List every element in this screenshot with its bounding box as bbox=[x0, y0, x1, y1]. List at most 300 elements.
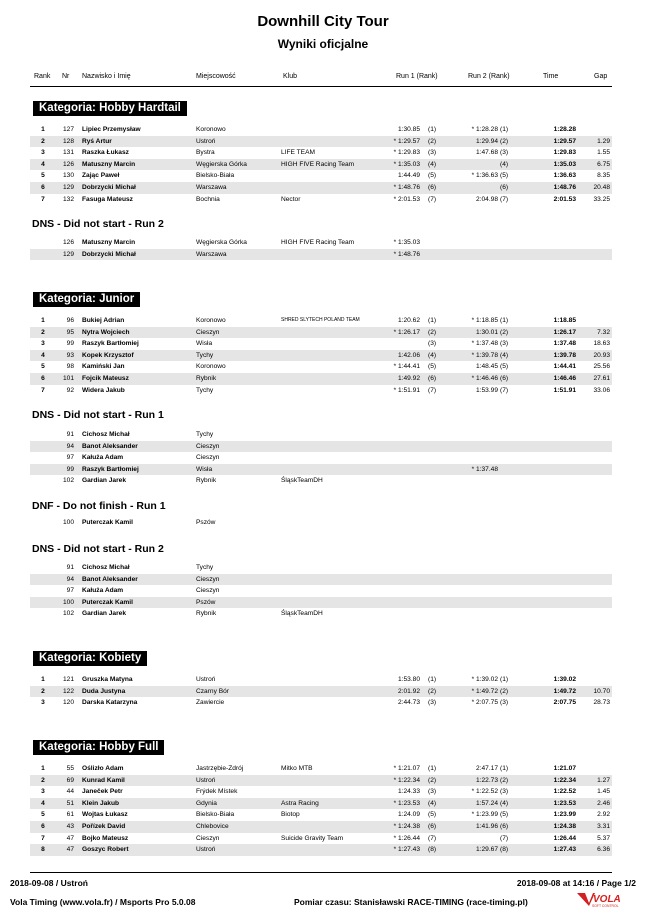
cell-run1: 1:30.85 bbox=[398, 126, 420, 133]
cell-run2-rank: (6) bbox=[500, 184, 509, 191]
cell-run1-rank: (3) bbox=[428, 699, 437, 707]
cell-gap: 3.31 bbox=[597, 823, 610, 830]
cell-rank: 1 bbox=[41, 676, 45, 683]
cell-nr: 129 bbox=[62, 184, 74, 191]
cell-rank: 5 bbox=[41, 172, 45, 180]
cell-run2: * 1:36.63 bbox=[471, 172, 498, 180]
cell-name: Pořízek David bbox=[82, 823, 126, 830]
cell-nr: 101 bbox=[62, 375, 74, 382]
cell-name: Kałuża Adam bbox=[82, 587, 124, 595]
cell-nr: 99 bbox=[66, 340, 74, 348]
cell-gap: 5.37 bbox=[597, 834, 610, 842]
cell-run1: * 1:48.76 bbox=[393, 250, 420, 258]
cell-city: Węgierska Górka bbox=[196, 239, 247, 246]
cell-run2-rank: (2) bbox=[500, 687, 509, 695]
cell-nr: 44 bbox=[66, 788, 74, 796]
cell-run1: * 1:23.53 bbox=[393, 799, 420, 807]
footer-date-place: 2018-09-08 / Ustroń bbox=[10, 878, 88, 888]
result-row bbox=[30, 786, 612, 798]
cell-name: Banot Aleksander bbox=[82, 575, 138, 583]
cell-rank: 2 bbox=[41, 687, 45, 695]
cell-run1: * 1:24.38 bbox=[393, 823, 420, 830]
cell-run1-rank: (1) bbox=[428, 126, 437, 133]
cell-run1-rank: (1) bbox=[428, 676, 437, 683]
result-row bbox=[30, 608, 612, 620]
cell-nr: 131 bbox=[62, 149, 74, 157]
cell-run1: * 1:29.83 bbox=[393, 149, 420, 157]
cell-time: 2:07.75 bbox=[553, 699, 576, 707]
cell-run2: 1:47.68 bbox=[476, 149, 498, 157]
cell-run1: * 1:29.57 bbox=[393, 137, 420, 145]
cell-city: Cieszyn bbox=[196, 442, 220, 450]
cell-name: Kamiński Jan bbox=[82, 363, 125, 371]
cell-run1: 1:53.80 bbox=[398, 676, 420, 683]
cell-nr: 120 bbox=[62, 699, 74, 707]
cell-nr: 47 bbox=[66, 834, 74, 842]
cell-gap: 7.32 bbox=[597, 328, 610, 336]
cell-run1-rank: (2) bbox=[428, 137, 437, 145]
result-row bbox=[30, 159, 612, 171]
cell-run1-rank: (7) bbox=[428, 834, 437, 842]
cell-run1: * 1:44.41 bbox=[393, 363, 420, 371]
cell-run1-rank: (2) bbox=[428, 687, 437, 695]
cell-run2-rank: (1) bbox=[500, 126, 509, 133]
cell-nr: 121 bbox=[62, 676, 74, 683]
cell-run1: 1:42.06 bbox=[398, 351, 420, 359]
cell-nr: 93 bbox=[66, 351, 74, 359]
cell-nr: 98 bbox=[66, 363, 74, 371]
cell-city: Pszów bbox=[196, 598, 216, 606]
cell-city: Koronowo bbox=[196, 126, 226, 133]
result-row bbox=[30, 429, 612, 441]
cell-run2: * 1:18.85 bbox=[471, 317, 498, 324]
cell-run2-rank: (3) bbox=[500, 340, 509, 348]
cell-name: Gardian Jarek bbox=[82, 477, 126, 485]
result-row bbox=[30, 775, 612, 787]
cell-name: Nytra Wojciech bbox=[82, 328, 130, 336]
cell-rank: 6 bbox=[41, 375, 45, 382]
cell-run2-rank: (3) bbox=[500, 699, 509, 707]
cell-time: 1:26.44 bbox=[553, 834, 576, 842]
cell-club: Mitko MTB bbox=[281, 765, 313, 772]
cell-run1-rank: (6) bbox=[428, 375, 437, 382]
cell-rank: 4 bbox=[41, 351, 45, 359]
cell-rank: 3 bbox=[41, 340, 45, 348]
cell-nr: 94 bbox=[66, 575, 74, 583]
cell-city: Tychy bbox=[196, 431, 214, 438]
cell-run2-rank: (4) bbox=[500, 799, 509, 807]
cell-run1: 2:44.73 bbox=[398, 699, 420, 707]
cell-run1: * 2:01.53 bbox=[393, 195, 420, 203]
cell-club: HIGH FIVE Racing Team bbox=[281, 239, 355, 246]
vola-logo-icon bbox=[575, 890, 621, 908]
cell-time: 1:21.07 bbox=[553, 765, 576, 772]
cell-name: Darska Katarzyna bbox=[82, 699, 138, 707]
cell-name: Banot Aleksander bbox=[82, 442, 138, 450]
cell-nr: 102 bbox=[62, 477, 74, 485]
section-heading: DNF - Do not finish - Run 1 bbox=[32, 500, 166, 512]
cell-run2: * 1:39.02 bbox=[471, 676, 498, 683]
cell-nr: 126 bbox=[62, 160, 74, 168]
cell-time: 1:37.48 bbox=[553, 340, 576, 348]
cell-rank: 7 bbox=[41, 834, 45, 842]
cell-time: 1:35.03 bbox=[553, 160, 576, 168]
cell-run1: * 1:21.07 bbox=[393, 765, 420, 772]
result-row bbox=[30, 136, 612, 148]
cell-run1-rank: (1) bbox=[428, 317, 437, 324]
cell-nr: 91 bbox=[66, 564, 74, 571]
result-row bbox=[30, 475, 612, 487]
cell-name: Goszyc Robert bbox=[82, 846, 129, 854]
cell-run2: 2:04.98 bbox=[476, 195, 498, 203]
result-row bbox=[30, 315, 612, 327]
result-row bbox=[30, 686, 612, 698]
result-row bbox=[30, 338, 612, 350]
cell-run1: * 1:27.43 bbox=[393, 846, 420, 854]
document-subtitle: Wyniki oficjalne bbox=[277, 37, 369, 51]
cell-city: Ustroń bbox=[196, 846, 216, 854]
cell-run1: 1:24.33 bbox=[398, 788, 420, 796]
result-row bbox=[30, 517, 612, 529]
cell-city: Cieszyn bbox=[196, 587, 220, 595]
cell-run2-rank: (6) bbox=[500, 375, 509, 382]
cell-club: Nector bbox=[281, 195, 301, 203]
cell-name: Kopek Krzysztof bbox=[82, 351, 134, 359]
cell-gap: 1.29 bbox=[597, 137, 610, 145]
cell-city: Węgierska Górka bbox=[196, 160, 247, 168]
cell-run1-rank: (4) bbox=[428, 160, 437, 168]
cell-rank: 2 bbox=[41, 328, 45, 336]
cell-run1-rank: (1) bbox=[428, 765, 437, 772]
cell-run2: 1:41.96 bbox=[476, 823, 498, 830]
result-row bbox=[30, 562, 612, 574]
cell-run2-rank: (2) bbox=[500, 776, 509, 784]
cell-city: Tychy bbox=[196, 386, 214, 394]
cell-city: Wisła bbox=[196, 340, 213, 348]
result-row bbox=[30, 585, 612, 597]
header-run2: Run 2 (Rank) bbox=[468, 73, 510, 80]
header-gap: Gap bbox=[594, 73, 608, 80]
cell-gap: 1.55 bbox=[597, 149, 610, 157]
cell-name: Fojcik Mateusz bbox=[82, 375, 129, 382]
cell-run1: * 1:26.17 bbox=[393, 328, 420, 336]
cell-time: 1:44.41 bbox=[553, 363, 576, 371]
cell-gap: 27.61 bbox=[593, 375, 610, 382]
cell-run2-rank: (4) bbox=[500, 160, 509, 168]
cell-nr: 55 bbox=[66, 765, 74, 772]
result-row bbox=[30, 249, 612, 261]
cell-run1-rank: (7) bbox=[428, 386, 437, 394]
cell-rank: 6 bbox=[41, 823, 45, 830]
cell-gap: 10.70 bbox=[593, 687, 610, 695]
cell-city: Bielsko-Biała bbox=[196, 811, 235, 819]
cell-run2: 1:29.94 bbox=[476, 137, 498, 145]
result-row bbox=[30, 821, 612, 833]
section-heading: DNS - Did not start - Run 2 bbox=[32, 543, 164, 555]
result-row bbox=[30, 361, 612, 373]
cell-run2: 1:57.24 bbox=[476, 799, 498, 807]
cell-run1-rank: (3) bbox=[428, 788, 437, 796]
cell-run1-rank: (3) bbox=[428, 340, 437, 348]
document-title: Downhill City Tour bbox=[257, 13, 389, 30]
cell-nr: 127 bbox=[62, 126, 74, 133]
cell-nr: 92 bbox=[66, 386, 74, 394]
cell-nr: 96 bbox=[66, 317, 74, 324]
cell-run1: * 1:35.03 bbox=[393, 239, 420, 246]
cell-run2-rank: (7) bbox=[500, 834, 509, 842]
cell-name: Widera Jakub bbox=[82, 386, 125, 394]
cell-gap: 1.45 bbox=[597, 788, 610, 796]
cell-gap: 33.06 bbox=[593, 386, 610, 394]
cell-time: 1:29.83 bbox=[553, 149, 576, 157]
cell-nr: 69 bbox=[66, 776, 74, 784]
cell-run2-rank: (5) bbox=[500, 172, 509, 180]
footer-timing-credit: Pomiar czasu: Stanisławski RACE-TIMING (race-timing.pl) bbox=[294, 897, 528, 907]
cell-name: Duda Justyna bbox=[82, 687, 126, 695]
cell-run2-rank: (1) bbox=[500, 676, 509, 683]
cell-run1-rank: (5) bbox=[428, 811, 437, 819]
cell-run2: * 1:28.28 bbox=[471, 126, 498, 133]
cell-run1: 1:24.09 bbox=[398, 811, 420, 819]
cell-city: Cieszyn bbox=[196, 454, 220, 462]
cell-rank: 2 bbox=[41, 776, 45, 784]
header-nr: Nr bbox=[62, 73, 70, 80]
cell-gap: 33.25 bbox=[593, 195, 610, 203]
cell-name: Fasuga Mateusz bbox=[82, 195, 133, 203]
cell-city: Bielsko-Biała bbox=[196, 172, 235, 180]
cell-run1: 2:01.92 bbox=[398, 687, 420, 695]
cell-nr: 95 bbox=[66, 328, 74, 336]
cell-city: Koronowo bbox=[196, 317, 226, 324]
result-row bbox=[30, 147, 612, 159]
cell-city: Bochnia bbox=[196, 195, 220, 203]
result-row bbox=[30, 452, 612, 464]
cell-run2: * 1:22.52 bbox=[471, 788, 498, 796]
cell-time: 1:28.28 bbox=[553, 126, 576, 133]
cell-nr: 130 bbox=[62, 172, 74, 180]
cell-city: Warszawa bbox=[196, 184, 227, 191]
cell-nr: 97 bbox=[66, 454, 74, 462]
result-row bbox=[30, 441, 612, 453]
cell-time: 1:24.38 bbox=[553, 823, 576, 830]
cell-city: Rybnik bbox=[196, 477, 217, 485]
cell-rank: 3 bbox=[41, 788, 45, 796]
cell-rank: 4 bbox=[41, 799, 45, 807]
cell-nr: 132 bbox=[62, 195, 74, 203]
cell-name: Ryś Artur bbox=[82, 137, 112, 145]
cell-run2-rank: (4) bbox=[500, 351, 509, 359]
cell-run2: 1:48.45 bbox=[476, 363, 498, 371]
cell-rank: 7 bbox=[41, 386, 45, 394]
cell-run2-rank: (8) bbox=[500, 846, 509, 854]
cell-nr: 99 bbox=[66, 465, 74, 473]
cell-time: 1:26.17 bbox=[553, 328, 576, 336]
cell-city: Ustroń bbox=[196, 776, 216, 784]
cell-run1-rank: (4) bbox=[428, 351, 437, 359]
header-name: Nazwisko i Imię bbox=[82, 73, 131, 80]
cell-name: Kunrad Kamil bbox=[82, 776, 125, 784]
cell-name: Bojko Mateusz bbox=[82, 834, 129, 842]
cell-time: 1:18.85 bbox=[553, 317, 576, 324]
cell-rank: 1 bbox=[41, 126, 45, 133]
category-heading: Kategoria: Hobby Full bbox=[33, 740, 164, 755]
cell-time: 1:22.52 bbox=[553, 788, 576, 796]
result-row bbox=[30, 809, 612, 821]
cell-name: Gruszka Matyna bbox=[82, 676, 133, 683]
cell-city: Zawiercie bbox=[196, 699, 225, 707]
cell-run2: * 1:49.72 bbox=[471, 687, 498, 695]
cell-city: Chlebovice bbox=[196, 823, 229, 830]
footer-software: Vola Timing (www.vola.fr) / Msports Pro 5.0.08 bbox=[10, 897, 196, 907]
cell-name: Zając Paweł bbox=[82, 172, 120, 180]
cell-time: 1:27.43 bbox=[553, 846, 576, 854]
cell-time: 1:49.72 bbox=[553, 687, 576, 695]
cell-gap: 6.36 bbox=[597, 846, 610, 854]
result-row bbox=[30, 124, 612, 136]
cell-city: Tychy bbox=[196, 564, 214, 571]
cell-run2: 1:22.73 bbox=[476, 776, 498, 784]
cell-run2-rank: (5) bbox=[500, 811, 509, 819]
cell-rank: 1 bbox=[41, 765, 45, 772]
cell-nr: 122 bbox=[62, 687, 74, 695]
cell-name: Kałuża Adam bbox=[82, 454, 124, 462]
cell-run1: * 1:35.03 bbox=[393, 160, 420, 168]
cell-nr: 129 bbox=[62, 250, 74, 258]
cell-city: Rybnik bbox=[196, 375, 217, 382]
cell-name: Bukiej Adrian bbox=[82, 317, 125, 324]
cell-gap: 20.93 bbox=[593, 351, 610, 359]
cell-name: Oślizło Adam bbox=[82, 765, 124, 772]
cell-city: Frýdek Místek bbox=[196, 788, 238, 796]
cell-name: Cichosz Michał bbox=[82, 431, 130, 438]
cell-time: 1:46.46 bbox=[553, 375, 576, 382]
cell-name: Janeček Petr bbox=[82, 788, 123, 796]
cell-nr: 126 bbox=[62, 239, 74, 246]
cell-time: 1:22.34 bbox=[553, 776, 576, 784]
result-row bbox=[30, 674, 612, 686]
cell-run1: 1:49.92 bbox=[398, 375, 420, 382]
header-club: Klub bbox=[283, 73, 298, 80]
cell-run2-rank: (7) bbox=[500, 195, 509, 203]
cell-city: Cieszyn bbox=[196, 575, 220, 583]
cell-run2-rank: (7) bbox=[500, 386, 509, 394]
cell-city: Koronowo bbox=[196, 363, 226, 371]
cell-run2-rank: (2) bbox=[500, 137, 509, 145]
cell-name: Gardian Jarek bbox=[82, 610, 126, 618]
result-row bbox=[30, 833, 612, 845]
cell-rank: 1 bbox=[41, 317, 45, 324]
cell-run1: * 1:26.44 bbox=[393, 834, 420, 842]
cell-club: HIGH FIVE Racing Team bbox=[281, 160, 355, 168]
result-row bbox=[30, 182, 612, 194]
cell-city: Warszawa bbox=[196, 250, 227, 258]
cell-run1-rank: (6) bbox=[428, 823, 437, 830]
cell-run2: * 1:37.48 bbox=[471, 465, 498, 473]
cell-city: Ustroń bbox=[196, 676, 216, 683]
cell-gap: 6.75 bbox=[597, 160, 610, 168]
cell-run2-rank: (1) bbox=[500, 317, 509, 324]
header-run1: Run 1 (Rank) bbox=[396, 73, 438, 80]
cell-time: 1:36.63 bbox=[553, 172, 576, 180]
cell-name: Puterczak Kamil bbox=[82, 519, 133, 526]
cell-name: Dobrzycki Michał bbox=[82, 184, 136, 191]
cell-rank: 8 bbox=[41, 846, 45, 854]
cell-city: Jastrzębie-Zdrój bbox=[196, 765, 244, 772]
cell-run2-rank: (1) bbox=[500, 765, 509, 772]
svg-text:SOFT CONTROL: SOFT CONTROL bbox=[592, 904, 619, 908]
cell-name: Lipiec Przemysław bbox=[82, 126, 141, 133]
cell-name: Puterczak Kamil bbox=[82, 598, 133, 606]
result-row bbox=[30, 237, 612, 249]
cell-rank: 7 bbox=[41, 195, 45, 203]
cell-city: Tychy bbox=[196, 351, 214, 359]
header-rank: Rank bbox=[34, 73, 51, 80]
cell-time: 1:48.76 bbox=[553, 184, 576, 191]
cell-club: ŚląskTeamDH bbox=[281, 610, 323, 618]
result-row bbox=[30, 194, 612, 206]
category-heading: Kategoria: Hobby Hardtail bbox=[33, 101, 187, 116]
cell-run1: * 1:22.34 bbox=[393, 776, 420, 784]
cell-gap: 25.56 bbox=[593, 363, 610, 371]
cell-rank: 2 bbox=[41, 137, 45, 145]
cell-name: Dobrzycki Michał bbox=[82, 250, 136, 258]
cell-rank: 4 bbox=[41, 160, 45, 168]
cell-run2-rank: (3) bbox=[500, 149, 509, 157]
cell-rank: 5 bbox=[41, 811, 45, 819]
cell-nr: 100 bbox=[62, 519, 74, 526]
cell-city: Ustroń bbox=[196, 137, 216, 145]
column-header bbox=[0, 73, 646, 87]
cell-name: Raszyk Bartłomiej bbox=[82, 465, 139, 473]
cell-nr: 61 bbox=[66, 811, 74, 819]
cell-club: Biotop bbox=[281, 811, 300, 819]
cell-time: 1:29.57 bbox=[553, 137, 576, 145]
result-row bbox=[30, 327, 612, 339]
cell-club: LIFE TEAM bbox=[281, 149, 315, 157]
category-heading: Kategoria: Kobiety bbox=[33, 651, 147, 666]
cell-run2: 1:30.01 bbox=[476, 328, 498, 336]
cell-city: Cieszyn bbox=[196, 834, 220, 842]
cell-run2: * 1:39.78 bbox=[471, 351, 498, 359]
result-row bbox=[30, 798, 612, 810]
cell-run2: * 1:23.99 bbox=[471, 811, 498, 819]
cell-run1: 1:44.49 bbox=[398, 172, 420, 180]
cell-run1-rank: (5) bbox=[428, 172, 437, 180]
cell-run1-rank: (8) bbox=[428, 846, 437, 854]
cell-run1-rank: (7) bbox=[428, 195, 437, 203]
cell-name: Cichosz Michał bbox=[82, 564, 130, 571]
cell-run2: 2:47.17 bbox=[476, 765, 498, 772]
footer-timestamp-page: 2018-09-08 at 14:16 / Page 1/2 bbox=[516, 878, 636, 888]
cell-nr: 51 bbox=[66, 799, 74, 807]
cell-nr: 47 bbox=[66, 846, 74, 854]
cell-time: 1:39.02 bbox=[553, 676, 576, 683]
cell-time: 1:23.53 bbox=[553, 799, 576, 807]
cell-time: 2:01.53 bbox=[553, 195, 576, 203]
section-heading: DNS - Did not start - Run 2 bbox=[32, 218, 164, 230]
cell-run1: 1:20.62 bbox=[398, 317, 420, 324]
cell-run2-rank: (6) bbox=[500, 823, 509, 830]
cell-run1-rank: (5) bbox=[428, 363, 437, 371]
cell-rank: 6 bbox=[41, 184, 45, 191]
result-row bbox=[30, 697, 612, 709]
cell-run2: 1:29.67 bbox=[476, 846, 498, 854]
cell-time: 1:23.99 bbox=[553, 811, 576, 819]
result-row bbox=[30, 597, 612, 609]
cell-run2: 1:53.99 bbox=[476, 386, 498, 394]
cell-name: Matuszny Marcin bbox=[82, 239, 136, 246]
cell-name: Matuszny Marcin bbox=[82, 160, 136, 168]
